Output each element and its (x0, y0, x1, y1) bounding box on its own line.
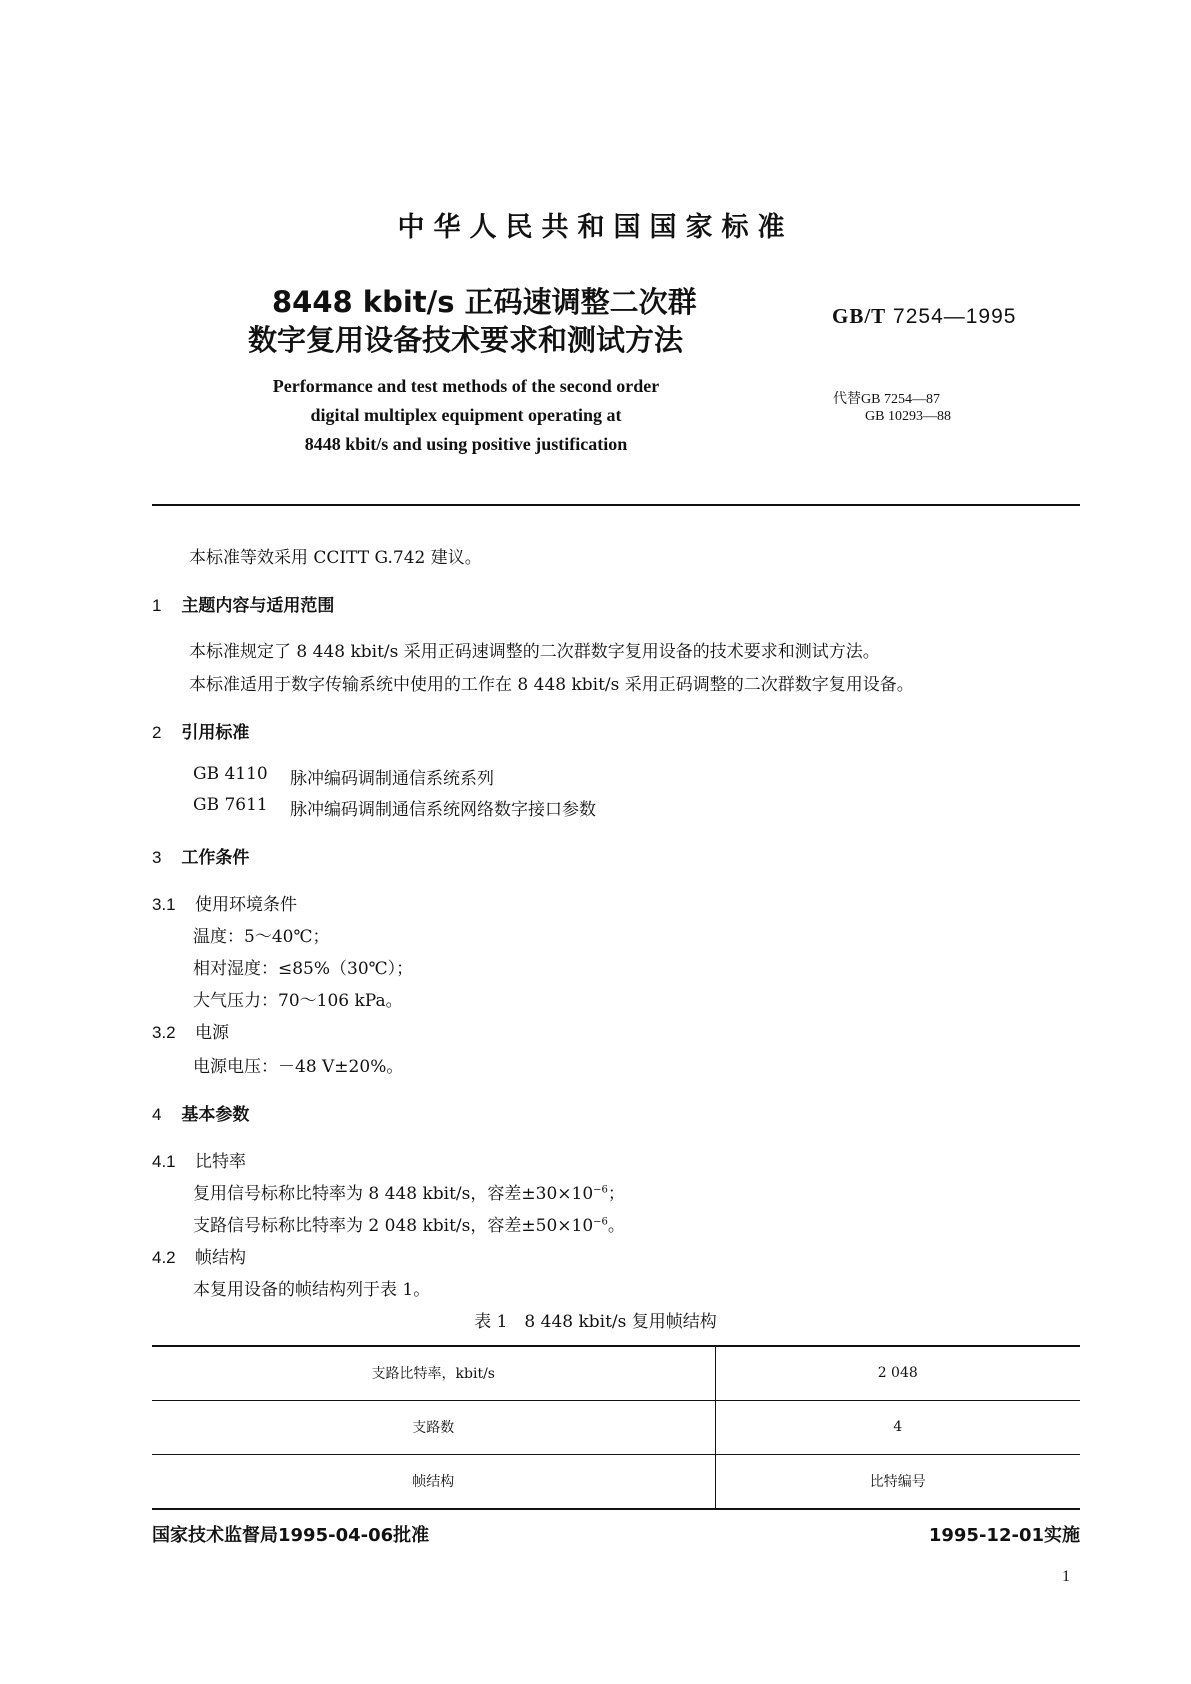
table-row (152, 1400, 1080, 1454)
table-cell-value: 比特编号 (715, 1454, 1080, 1508)
table-cell-value: 2 048 (715, 1346, 1080, 1400)
page-number: 1 (1062, 1568, 1070, 1585)
implementation-date: 1995-12-01实施 (928, 1525, 1080, 1546)
table-row (152, 1346, 1080, 1400)
table-cell-label: 支路比特率，kbit/s (152, 1346, 715, 1400)
subsection-3-2-title: 电源 (195, 1023, 230, 1043)
replaces-2: GB 10293—88 (865, 409, 951, 424)
section-3-title: 工作条件 (181, 848, 250, 868)
subsection-4-1-heading (152, 1147, 246, 1172)
table-row (152, 1454, 1080, 1508)
subsection-4-1-title: 比特率 (195, 1152, 247, 1172)
subsection-4-2-title: 帧结构 (195, 1248, 247, 1268)
section-3-heading (152, 843, 249, 868)
subsection-3-1-heading (152, 890, 297, 915)
title-en-line1: Performance and test methods of the second order (272, 376, 660, 396)
bitrate-tributary-line (193, 1211, 625, 1236)
national-standard-header: 中华人民共和国国家标准 (397, 212, 794, 243)
bitrate-mux-text: 复用信号标称比特率为 8 448 kbit/s，容差±30×10 (193, 1184, 594, 1204)
section-4-title: 基本参数 (181, 1105, 250, 1125)
subsection-4-1-number: 4.1 (152, 1152, 176, 1171)
ref-1-name: 脉冲编码调制通信系统系列 (290, 769, 494, 789)
subsection-3-1-title: 使用环境条件 (195, 895, 298, 915)
table-cell-value: 4 (715, 1400, 1080, 1454)
ref-1-code: GB 4110 (193, 764, 268, 784)
table-cell-label: 支路数 (152, 1400, 715, 1454)
title-en-line2: digital multiplex equipment operating at (310, 405, 622, 425)
bitrate-mux-end: ； (607, 1184, 625, 1204)
table-caption: 表 1 8 448 kbit/s 复用帧结构 (474, 1312, 717, 1332)
bitrate-mux-line (193, 1179, 625, 1204)
power-voltage: 电源电压：－48 V±20%。 (193, 1057, 404, 1077)
ref-2-code: GB 7611 (193, 795, 268, 815)
env-pressure: 大气压力：70～106 kPa。 (193, 991, 403, 1011)
bitrate-mux-exponent: −6 (593, 1184, 608, 1196)
section-2-heading (152, 718, 249, 743)
env-humidity: 相对湿度：≤85%（30℃）； (193, 959, 414, 979)
intro-text: 本标准等效采用 CCITT G.742 建议。 (189, 548, 482, 568)
section-1-title: 主题内容与适用范围 (181, 596, 335, 616)
footer-rule (152, 1508, 1080, 1510)
section-1-heading (152, 591, 334, 616)
replaces-block (833, 391, 951, 425)
section-2-number: 2 (152, 723, 162, 742)
bitrate-tributary-text: 支路信号标称比特率为 2 048 kbit/s，容差±50×10 (193, 1216, 594, 1236)
title-cn-line1: 8448 kbit/s 正码速调整二次群 (272, 285, 697, 319)
replaces-1: GB 7254—87 (861, 392, 940, 407)
bitrate-tributary-end: 。 (607, 1216, 625, 1236)
section-3-number: 3 (152, 848, 162, 867)
env-temperature: 温度：5～40℃； (193, 927, 330, 947)
subsection-4-2-number: 4.2 (152, 1248, 176, 1267)
section-1-para-2: 本标准适用于数字传输系统中使用的工作在 8 448 kbit/s 采用正码调整的二次群数字复用设备。 (189, 675, 914, 695)
title-en-line3: 8448 kbit/s and using positive justification (304, 434, 628, 454)
ref-2-name: 脉冲编码调制通信系统网络数字接口参数 (290, 800, 596, 820)
standard-code: 7254—1995 (893, 305, 1017, 328)
section-4-heading (152, 1100, 249, 1125)
bitrate-tributary-exponent: −6 (593, 1216, 608, 1228)
section-4-number: 4 (152, 1105, 162, 1124)
header-rule (152, 504, 1080, 506)
approval-date: 国家技术监督局1995-04-06批准 (152, 1525, 430, 1546)
section-1-para-1: 本标准规定了 8 448 kbit/s 采用正码速调整的二次群数字复用设备的技术要求和测试方法。 (189, 642, 880, 662)
standard-prefix: GB/T (832, 304, 887, 328)
frame-structure-text: 本复用设备的帧结构列于表 1。 (193, 1280, 431, 1300)
subsection-3-1-number: 3.1 (152, 895, 176, 914)
replaces-label: 代替 (833, 391, 861, 407)
table-cell-label: 帧结构 (152, 1454, 715, 1508)
section-2-title: 引用标准 (181, 723, 250, 743)
standard-number (832, 304, 1016, 329)
frame-structure-table (152, 1345, 1080, 1509)
subsection-3-2-heading (152, 1018, 229, 1043)
section-1-number: 1 (152, 596, 162, 615)
subsection-4-2-heading (152, 1243, 246, 1268)
title-cn-line2: 数字复用设备技术要求和测试方法 (248, 323, 684, 357)
subsection-3-2-number: 3.2 (152, 1023, 176, 1042)
